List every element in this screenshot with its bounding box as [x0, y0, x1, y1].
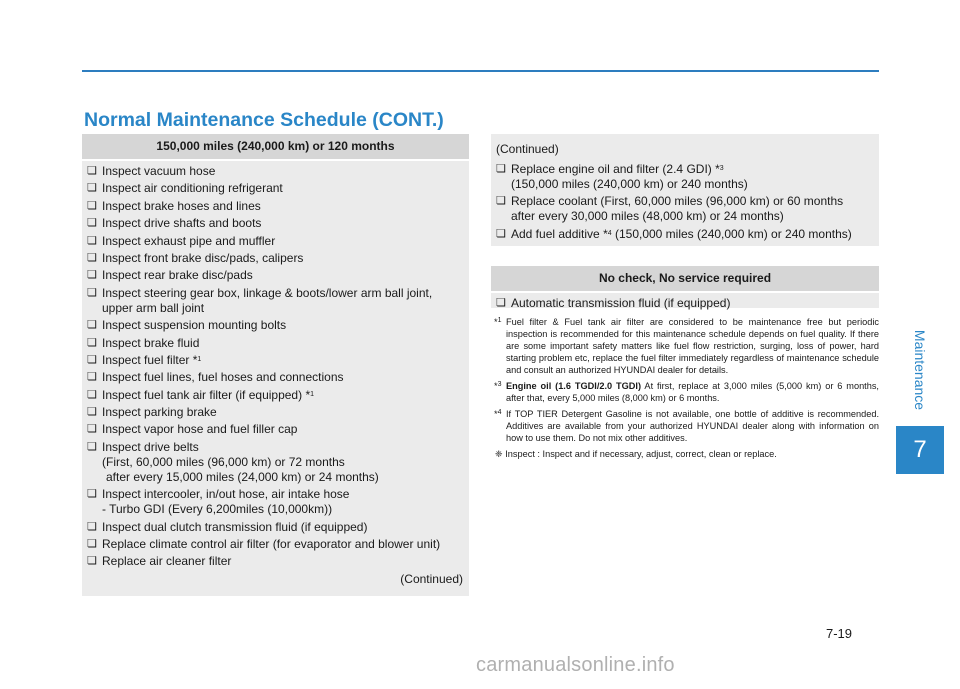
no-check-header: No check, No service required	[491, 266, 879, 293]
list-item	[491, 296, 879, 311]
item-subline: (First, 60,000 miles (96,000 km) or 72 months	[102, 454, 345, 469]
list-item	[82, 216, 469, 231]
checkbox-icon: ❏	[87, 423, 97, 436]
list-item	[82, 199, 469, 214]
item-text: Inspect parking brake	[102, 405, 217, 420]
list-item	[491, 194, 879, 224]
chapter-number-badge: 7	[896, 426, 944, 474]
list-item	[82, 554, 469, 569]
checkbox-icon: ❏	[87, 165, 97, 177]
inspect-note: ❈ Inspect : Inspect and if necessary, adjust, correct, clean or replace.	[495, 449, 777, 459]
checkbox-icon: ❏	[87, 371, 97, 384]
list-item	[82, 336, 469, 351]
top-rule	[82, 70, 879, 72]
item-text: Add fuel additive *	[511, 226, 608, 241]
chapter-label: Maintenance	[912, 329, 929, 411]
continued-label: (Continued)	[400, 571, 463, 586]
schedule-item-list	[82, 161, 469, 569]
schedule-item-list	[491, 162, 879, 242]
list-item	[82, 318, 469, 333]
no-check-item-list	[491, 293, 879, 311]
checkbox-icon: ❏	[87, 336, 97, 349]
list-item	[491, 227, 879, 242]
checkbox-icon: ❏	[87, 319, 97, 332]
footnote-number: 4	[497, 409, 502, 416]
list-item	[82, 251, 469, 266]
item-subline: (150,000 miles (240,000 km) or 240 months)	[511, 177, 748, 191]
footnote-heading: Engine oil (1.6 TGDI/2.0 TGDI)	[506, 381, 642, 391]
checkbox-icon: ❏	[87, 488, 97, 501]
list-item	[82, 388, 469, 403]
item-text: Replace climate control air filter (for evaporator and blower unit)	[102, 537, 441, 552]
footnote-star: *	[494, 409, 498, 419]
item-text: Inspect vacuum hose	[102, 164, 216, 178]
item-text: Inspect air conditioning refrigerant	[102, 181, 283, 196]
checkbox-icon: ❏	[496, 297, 506, 309]
no-check-panel	[491, 266, 879, 308]
list-item	[82, 537, 469, 552]
footnote-marker	[494, 380, 501, 392]
item-text: Inspect steering gear box, linkage & boots/lower arm ball joint,	[102, 285, 433, 300]
item-text: Inspect fuel lines, fuel hoses and connections	[102, 370, 344, 385]
checkbox-icon: ❏	[87, 520, 97, 533]
watermark: carmanualsonline.info	[476, 654, 675, 676]
list-item	[82, 286, 469, 316]
page-number: 7-19	[826, 626, 853, 641]
item-subline: - Turbo GDI (Every 6,200miles (10,000km))	[102, 502, 333, 517]
list-item	[82, 422, 469, 437]
item-text: Inspect rear brake disc/pads	[102, 268, 253, 283]
footnote-ref: 3	[719, 165, 724, 172]
footnote	[491, 408, 879, 444]
schedule-150000-panel	[82, 134, 469, 596]
checkbox-icon: ❏	[87, 182, 97, 195]
footnote-star: *	[494, 317, 498, 327]
footnote-number: 1	[497, 317, 502, 324]
item-text: Automatic transmission fluid (if equipped)	[511, 296, 731, 310]
list-item	[82, 353, 469, 368]
footnote-marker	[494, 316, 501, 328]
list-item	[82, 164, 469, 179]
item-text: Inspect dual clutch transmission fluid (if equipped)	[102, 519, 368, 534]
checkbox-icon: ❏	[87, 555, 97, 568]
list-item	[82, 268, 469, 283]
page-title: Normal Maintenance Schedule (CONT.)	[84, 109, 444, 131]
checkbox-icon: ❏	[87, 234, 97, 247]
checkbox-icon: ❏	[87, 251, 97, 264]
list-item	[82, 234, 469, 249]
footnotes	[491, 316, 879, 460]
continued-label: (Continued)	[496, 142, 559, 156]
item-text: Inspect suspension mounting bolts	[102, 318, 287, 333]
list-item	[82, 405, 469, 420]
list-item	[82, 487, 469, 517]
checkbox-icon: ❏	[87, 538, 97, 551]
list-item	[82, 520, 469, 535]
item-subline: after every 30,000 miles (48,000 km) or 24 months)	[511, 209, 784, 224]
item-text: Inspect intercooler, in/out hose, air intake hose	[102, 487, 350, 502]
item-text: Inspect exhaust pipe and muffler	[102, 233, 276, 248]
checkbox-icon: ❏	[87, 269, 97, 282]
checkbox-icon: ❏	[87, 353, 97, 366]
list-item	[82, 181, 469, 196]
footnote-text: If TOP TIER Detergent Gasoline is not available, one bottle of additive is recommended. Additives are available from your authorized HYUNDAI dealer along with information on how to use them. Do not mix other additives.	[506, 409, 879, 443]
checkbox-icon: ❏	[496, 195, 506, 208]
footnote-ref: 1	[197, 355, 202, 363]
footnote-ref: 4	[607, 229, 612, 237]
item-text: Inspect brake fluid	[102, 335, 200, 350]
checkbox-icon: ❏	[87, 406, 97, 419]
item-text: Inspect brake hoses and lines	[102, 198, 261, 213]
item-text: Inspect front brake disc/pads, calipers	[102, 250, 304, 265]
footnote	[491, 380, 879, 404]
item-text-continued: (150,000 miles (240,000 km) or 240 months)	[611, 226, 852, 241]
list-item	[82, 440, 469, 485]
checkbox-icon: ❏	[87, 217, 97, 230]
footnote-star: *	[494, 381, 498, 391]
footnote-marker	[494, 408, 501, 420]
checkbox-icon: ❏	[87, 286, 97, 299]
item-text: Replace engine oil and filter (2.4 GDI) *	[511, 162, 720, 176]
checkbox-icon: ❏	[87, 440, 97, 453]
checkbox-icon: ❏	[496, 227, 506, 240]
item-text: Inspect fuel tank air filter (if equipped) *	[102, 387, 311, 402]
schedule-continued-panel	[491, 134, 879, 246]
footnote-ref: 1	[310, 390, 315, 398]
item-subline: after every 15,000 miles (24,000 km) or 24 months)	[106, 469, 379, 484]
schedule-header: 150,000 miles (240,000 km) or 120 months	[82, 134, 469, 161]
footnote	[491, 316, 879, 376]
checkbox-icon: ❏	[87, 388, 97, 401]
checkbox-icon: ❏	[496, 163, 506, 175]
chapter-side-label	[896, 320, 944, 420]
list-item	[491, 162, 879, 192]
item-text: Inspect drive shafts and boots	[102, 216, 262, 231]
footnote-text: Fuel filter & Fuel tank air filter are considered to be maintenance free but periodic inspection is recommended for this maintenance schedule depends on fuel quality. If there are some important safety matters like fuel flow restriction, surging, loss of power, hard starting problem etc, replace the fuel filter immediately regardless of maintenance schedule and consult an authorized HYUNDAI dealer for details.	[506, 317, 879, 375]
item-text: Inspect fuel filter *	[102, 352, 198, 367]
item-text: Replace air cleaner filter	[102, 554, 232, 569]
footnote-text: At first, replace at 3,000 miles (5,000 km) or 6 months, after that, every 5,000 miles (8,000 km) or 6 months.	[506, 381, 879, 403]
item-subline: upper arm ball joint	[102, 300, 205, 315]
checkbox-icon: ❏	[87, 199, 97, 212]
item-text: Replace coolant (First, 60,000 miles (96,000 km) or 60 months	[511, 194, 844, 209]
item-text: Inspect vapor hose and fuel filler cap	[102, 422, 298, 437]
list-item	[82, 370, 469, 385]
footnote-number: 3	[497, 381, 502, 388]
item-text: Inspect drive belts	[102, 439, 199, 454]
